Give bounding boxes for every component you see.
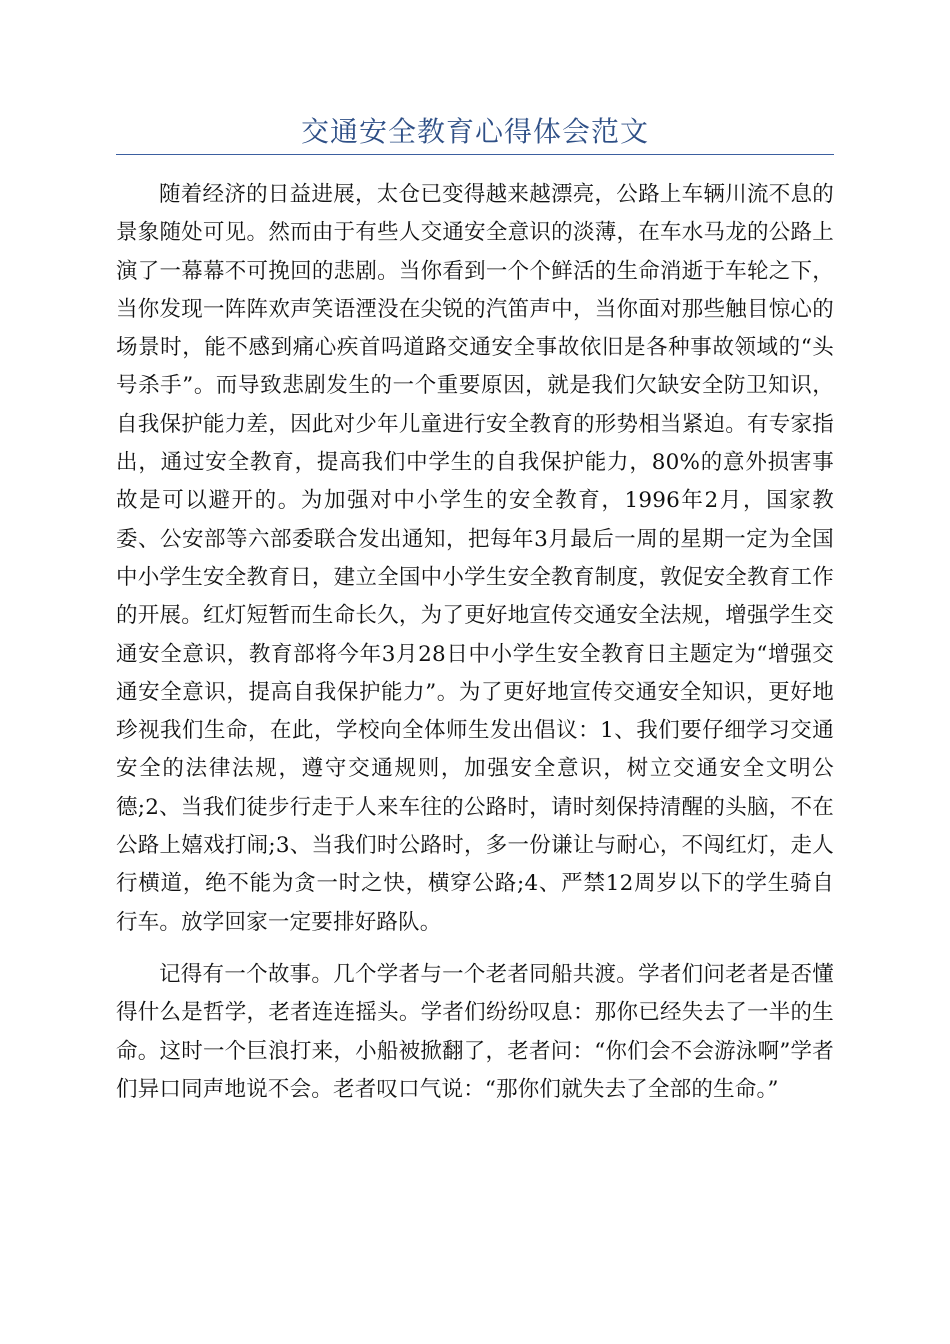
document-title: 交通安全教育心得体会范文 — [300, 115, 649, 148]
paragraph-1: 随着经济的日益进展，太仓已变得越来越漂亮，公路上车辆川流不息的景象随处可见。然而由于有些人交通安全意识的淡薄，在车水马龙的公路上演了一幕幕不可挽回的悲剧。当你看到一个个鲜活的生命消逝于车轮之下，当你发现一阵阵欢声笑语湮没在尖锐的汽笛声中，当你面对那些触目惊心的场景时，能不感到痛心疾首吗道路交通安全事故依旧是各种事故领域的“头号杀手”。而导致悲剧发生的一个重要原因，就是我们欠缺安全防卫知识，自我保护能力差，因此对少年儿童进行安全教育的形势相当紧迫。有专家指出，通过安全教育，提高我们中学生的自我保护能力，80%的意外损害事故是可以避开的。为加强对中小学生的安全教育，1996年2月，国家教委、公安部等六部委联合发出通知，把每年3月最后一周的星期一定为全国中小学生安全教育日，建立全国中小学生安全教育制度，敦促安全教育工作的开展。红灯短暂而生命长久，为了更好地宣传交通安全法规，增强学生交通安全意识，教育部将今年3月28日中小学生安全教育日主题定为“增强交通安全意识，提高自我保护能力”。为了更好地宣传交通安全知识，更好地珍视我们生命，在此，学校向全体师生发出倡议：1、我们要仔细学习交通安全的法律法规，遵守交通规则，加强安全意识，树立交通安全文明公德;2、当我们徒步行走于人来车往的公路时，请时刻保持清醒的头脑，不在公路上嬉戏打闹;3、当我们时公路时，多一份谦让与耐心，不闯红灯，走人行横道，绝不能为贪一时之快，横穿公路;4、严禁12周岁以下的学生骑自行车。放学回家一定要排好路队。 — [116, 182, 834, 935]
document-body — [116, 176, 834, 1109]
title-underline — [116, 154, 834, 155]
title-block — [116, 110, 834, 155]
paragraph-2: 记得有一个故事。几个学者与一个老者同船共渡。学者们问老者是否懂得什么是哲学，老者连连摇头。学者们纷纷叹息：那你已经失去了一半的生命。这时一个巨浪打来，小船被掀翻了，老者问：“你们会不会游泳啊”学者们异口同声地说不会。老者叹口气说：“那你们就失去了全部的生命。” — [116, 961, 834, 1102]
